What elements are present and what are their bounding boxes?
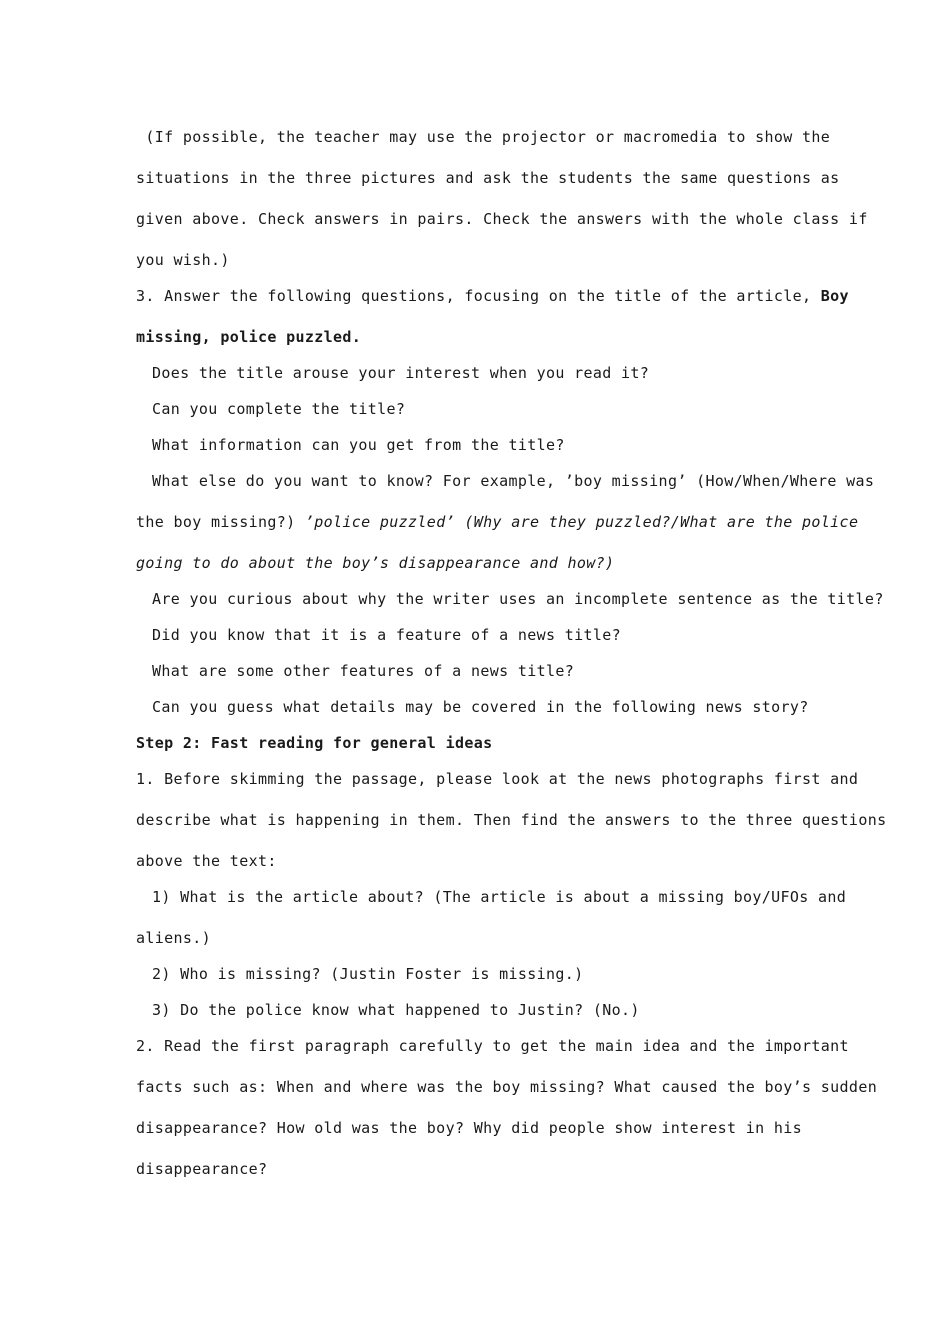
answer-item: aliens.): [136, 929, 212, 947]
sub-question-continued: [136, 512, 858, 532]
step-2-heading: Step 2: Fast reading for general ideas: [136, 734, 493, 752]
paragraph-line: 1. Before skimming the passage, please look at the news photographs first and: [136, 770, 859, 788]
answer-item: 1) What is the article about? (The article is about a missing boy/UFOs and: [152, 888, 847, 906]
sub-question: Does the title arouse your interest when you read it?: [152, 364, 650, 382]
sub-question-text: the boy missing?): [136, 513, 305, 531]
paragraph-line: disappearance?: [136, 1160, 268, 1178]
question-3-text: 3. Answer the following questions, focusing on the title of the article,: [136, 287, 821, 305]
paragraph-line: given above. Check answers in pairs. Check the answers with the whole class if: [136, 210, 868, 228]
italic-example: ’police puzzled’ (Why are they puzzled?/What are the police: [304, 513, 859, 531]
sub-question: What are some other features of a news title?: [152, 662, 575, 680]
article-title-part: Boy: [820, 287, 849, 305]
paragraph-line: (If possible, the teacher may use the projector or macromedia to show the: [136, 128, 831, 146]
paragraph-line: facts such as: When and where was the boy missing? What caused the boy’s sudden: [136, 1078, 878, 1096]
paragraph-line: situations in the three pictures and ask the students the same questions as: [136, 169, 840, 187]
paragraph-line: disappearance? How old was the boy? Why did people show interest in his: [136, 1119, 803, 1137]
sub-question: Are you curious about why the writer uses an incomplete sentence as the title?: [152, 590, 884, 608]
question-3-line: [136, 286, 849, 306]
sub-question: Can you complete the title?: [152, 400, 406, 418]
paragraph-line: describe what is happening in them. Then find the answers to the three questions: [136, 811, 887, 829]
paragraph-line: above the text:: [136, 852, 277, 870]
article-title-part: missing, police puzzled.: [136, 328, 362, 346]
sub-question: What information can you get from the title?: [152, 436, 565, 454]
sub-question: Can you guess what details may be covered in the following news story?: [152, 698, 809, 716]
answer-item: 3) Do the police know what happened to Justin? (No.): [152, 1001, 640, 1019]
italic-example: going to do about the boy’s disappearance and how?): [136, 554, 615, 572]
sub-question: Did you know that it is a feature of a news title?: [152, 626, 622, 644]
sub-question: What else do you want to know? For example, ’boy missing’ (How/When/Where was: [152, 472, 875, 490]
paragraph-line: you wish.): [136, 251, 230, 269]
answer-item: 2) Who is missing? (Justin Foster is missing.): [152, 965, 584, 983]
paragraph-line: 2. Read the first paragraph carefully to get the main idea and the important: [136, 1037, 849, 1055]
